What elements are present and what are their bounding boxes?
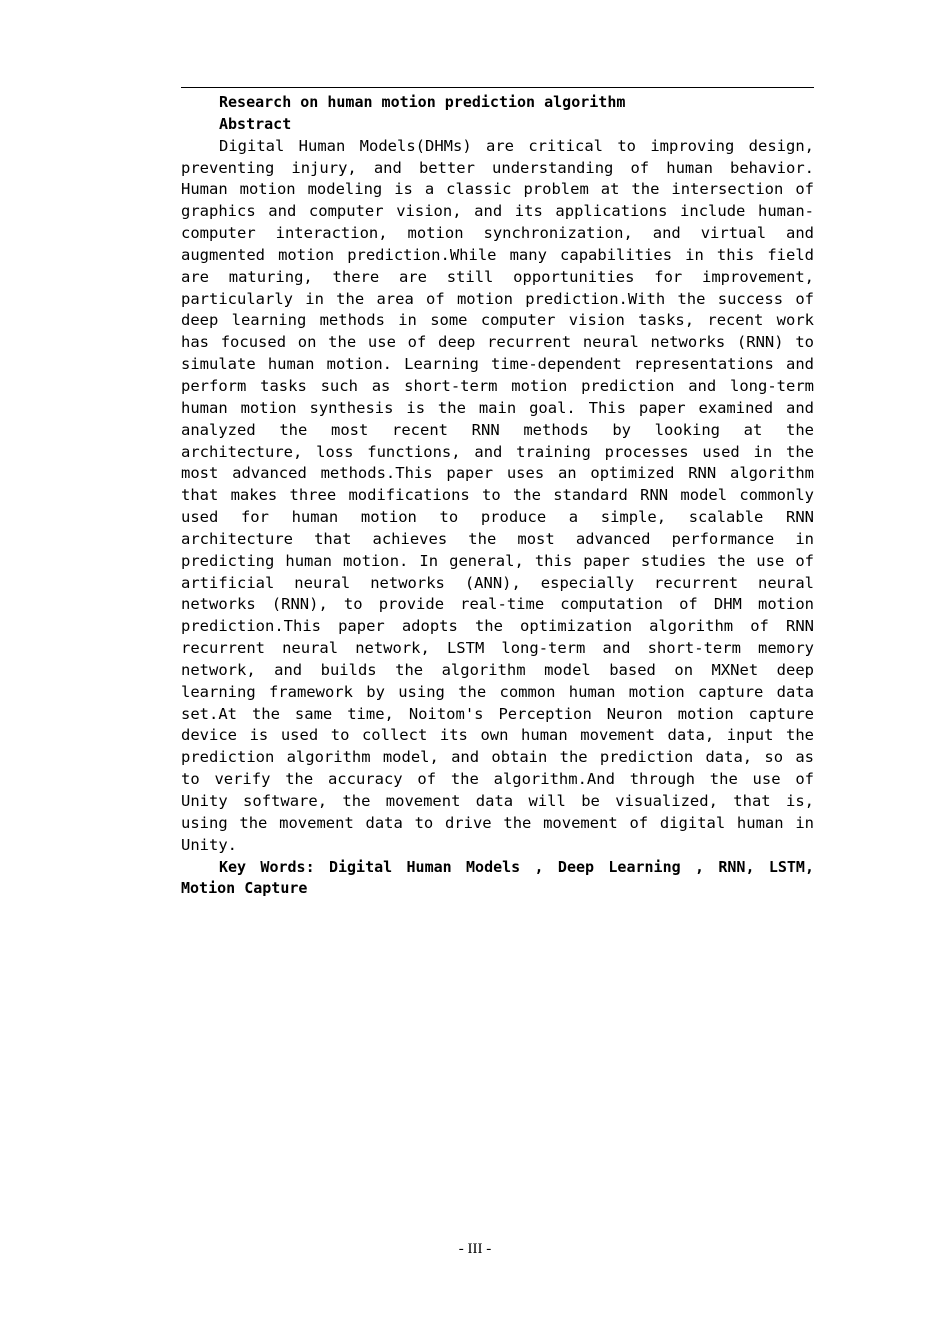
abstract-heading: Abstract <box>219 114 292 133</box>
header-rule <box>181 87 814 88</box>
abstract-body: Digital Human Models(DHMs) are critical to improving design, preventing injury, and better understanding of human behavior. Human motion modeling is a classic problem at the intersection of graphics and computer vision, and its applications include human-computer interaction, motion synchronization, and virtual and augmented motion prediction.While many capabilities in this field are maturing, there are still opportunities for improvement, particularly in the area of motion prediction.With the success of deep learning methods in some computer vision tasks, recent work has focused on the use of deep recurrent neural networks (RNN) to simulate human motion. Learning time-dependent representations and perform tasks such as short-term motion prediction and long-term human motion synthesis is the main goal. This paper examined and analyzed the most recent RNN methods by looking at the architecture, loss functions, and training processes used in the most advanced methods.This paper uses an optimized RNN algorithm that makes three modifications to the standard RNN model commonly used for human motion to produce a simple, scalable RNN architecture that achieves the most advanced performance in predicting human motion. In general, this paper studies the use of artificial neural networks (ANN), especially recurrent neural networks (RNN), to provide real-time computation of DHM motion prediction.This paper adopts the optimization algorithm of RNN recurrent neural network, LSTM long-term and short-term memory network, and builds the algorithm model based on MXNet deep learning framework by using the common human motion capture data set.At the same time, Noitom's Perception Neuron motion capture device is used to collect its own human movement data, input the prediction algorithm model, and obtain the prediction data, so as to verify the accuracy of the algorithm.And through the use of Unity software, the movement data will be visualized, that is, using the movement data to drive the movement of digital human in Unity. <box>181 136 814 854</box>
page-number: - III - <box>458 1241 492 1257</box>
keywords: Key Words: Digital Human Models , Deep Learning , RNN, LSTM, Motion Capture <box>181 857 814 898</box>
paper-title: Research on human motion prediction algorithm <box>219 93 626 111</box>
abstract-section <box>181 92 814 900</box>
